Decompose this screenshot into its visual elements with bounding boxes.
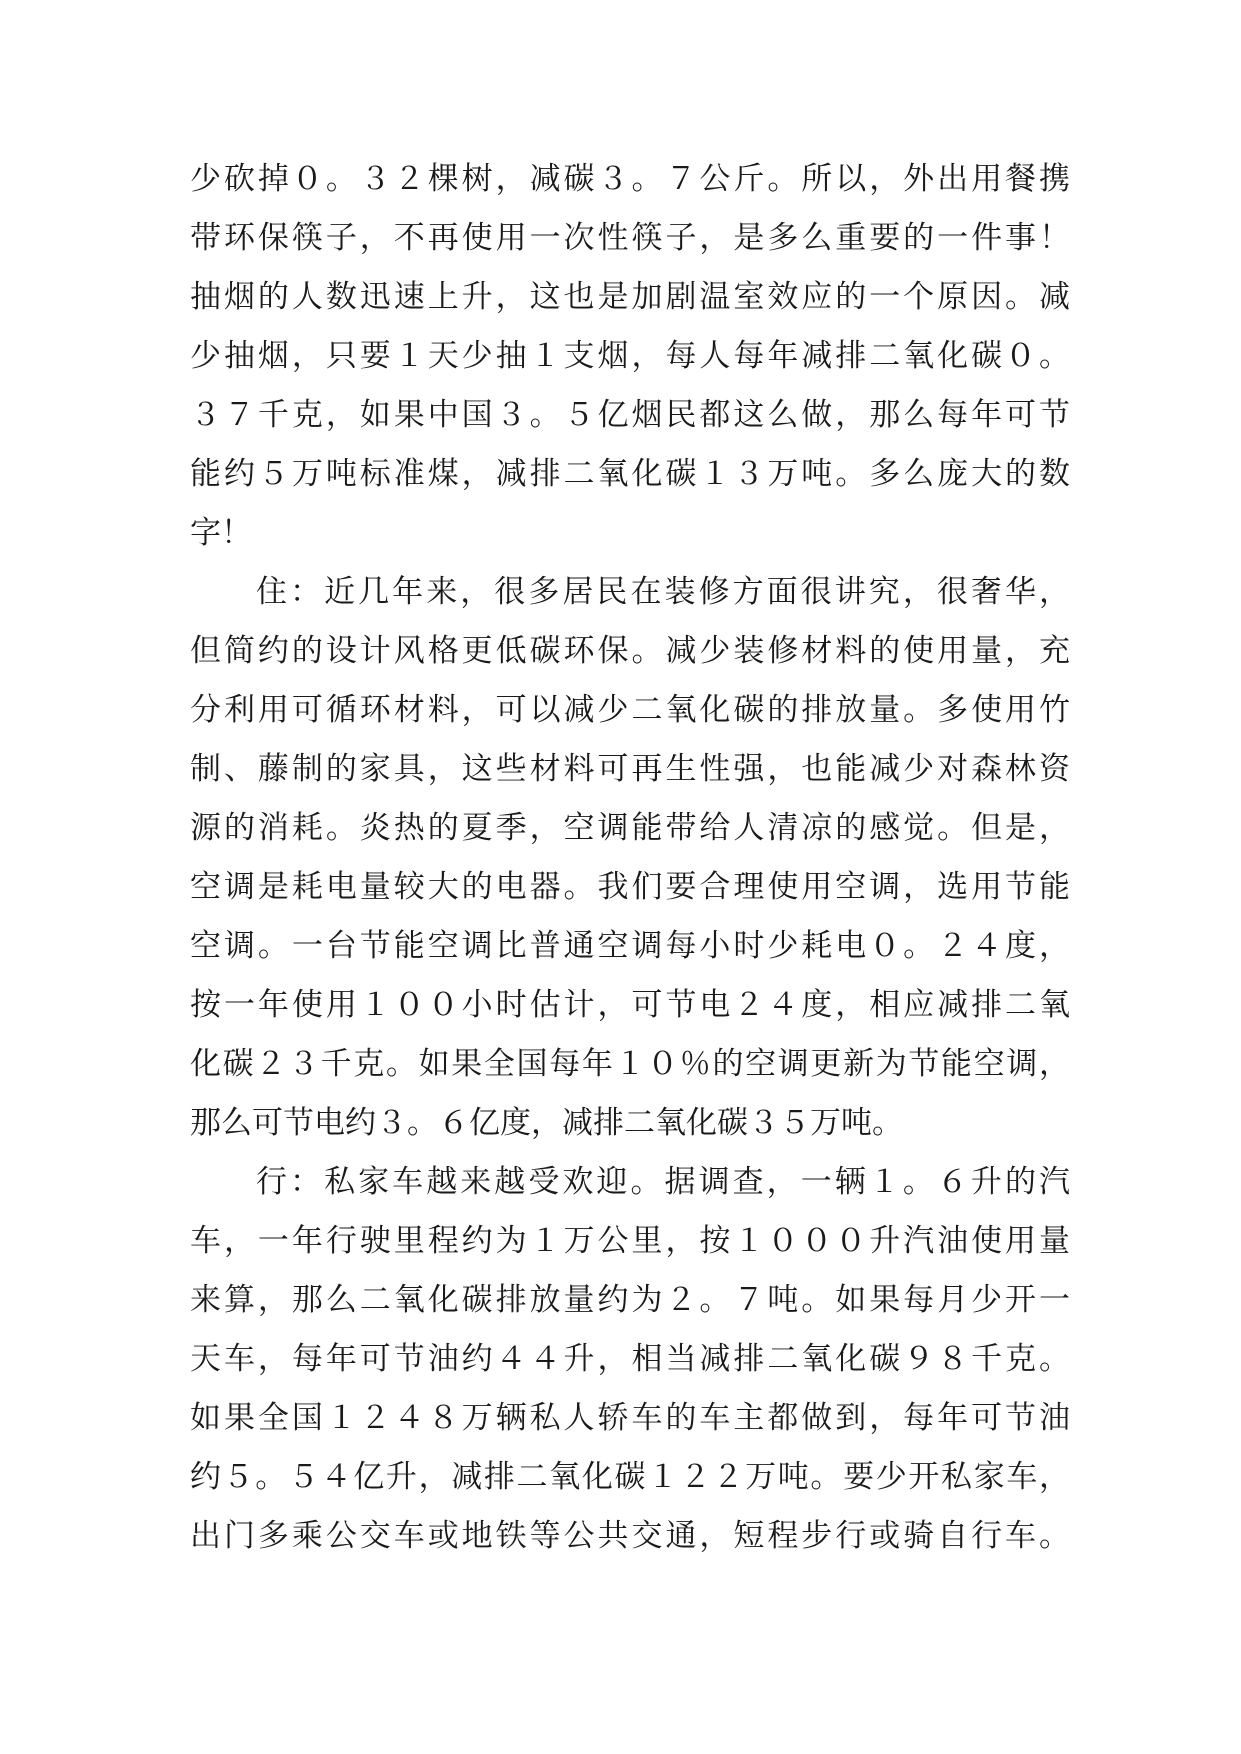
paragraph-start-line: 住：近几年来，很多居民在装修方面很讲究，很奢华， xyxy=(256,574,1070,610)
document-body xyxy=(190,150,1070,1566)
text-line: 空调是耗电量较大的电器。我们要合理使用空调，选用节能 xyxy=(190,869,1070,905)
text-line: 天车，每年可节油约４４升，相当减排二氧化碳９８千克。 xyxy=(190,1341,1070,1377)
text-line: 源的消耗。炎热的夏季，空调能带给人清凉的感觉。但是， xyxy=(190,810,1070,846)
text-line: 如果全国１２４８万辆私人轿车的车主都做到，每年可节油 xyxy=(190,1400,1070,1436)
text-line: 少砍掉０。３２棵树，减碳３。７公斤。所以，外出用餐携 xyxy=(190,161,1070,197)
text-line: 约５。５４亿升，减排二氧化碳１２２万吨。要少开私家车， xyxy=(190,1459,1070,1495)
text-line: 按一年使用１００小时估计，可节电２４度，相应减排二氧 xyxy=(190,987,1070,1023)
text-line: 带环保筷子，不再使用一次性筷子，是多么重要的一件事！ xyxy=(190,220,1070,256)
text-line: 抽烟的人数迅速上升，这也是加剧温室效应的一个原因。减 xyxy=(190,279,1070,315)
text-line: 化碳２３千克。如果全国每年１０％的空调更新为节能空调， xyxy=(190,1046,1070,1082)
paragraph-start-line: 行：私家车越来越受欢迎。据调查，一辆１。６升的汽 xyxy=(256,1164,1070,1200)
text-line: 能约５万吨标准煤，减排二氧化碳１３万吨。多么庞大的数 xyxy=(190,456,1070,492)
text-line: 但简约的设计风格更低碳环保。减少装修材料的使用量，充 xyxy=(190,633,1070,669)
text-line: 车，一年行驶里程约为１万公里，按１０００升汽油使用量 xyxy=(190,1223,1070,1259)
text-line: 那么可节电约３。６亿度，减排二氧化碳３５万吨。 xyxy=(190,1105,903,1141)
text-line: 空调。一台节能空调比普通空调每小时少耗电０。２４度， xyxy=(190,928,1070,964)
text-line: 分利用可循环材料，可以减少二氧化碳的排放量。多使用竹 xyxy=(190,692,1070,728)
text-line: 字！ xyxy=(190,515,252,551)
text-line: 来算，那么二氧化碳排放量约为２。７吨。如果每月少开一 xyxy=(190,1282,1070,1318)
text-line: 少抽烟，只要１天少抽１支烟，每人每年减排二氧化碳０。 xyxy=(190,338,1070,374)
text-line: ３７千克，如果中国３。５亿烟民都这么做，那么每年可节 xyxy=(190,397,1070,433)
text-line: 制、藤制的家具，这些材料可再生性强，也能减少对森林资 xyxy=(190,751,1070,787)
text-line: 出门多乘公交车或地铁等公共交通，短程步行或骑自行车。 xyxy=(190,1518,1070,1554)
